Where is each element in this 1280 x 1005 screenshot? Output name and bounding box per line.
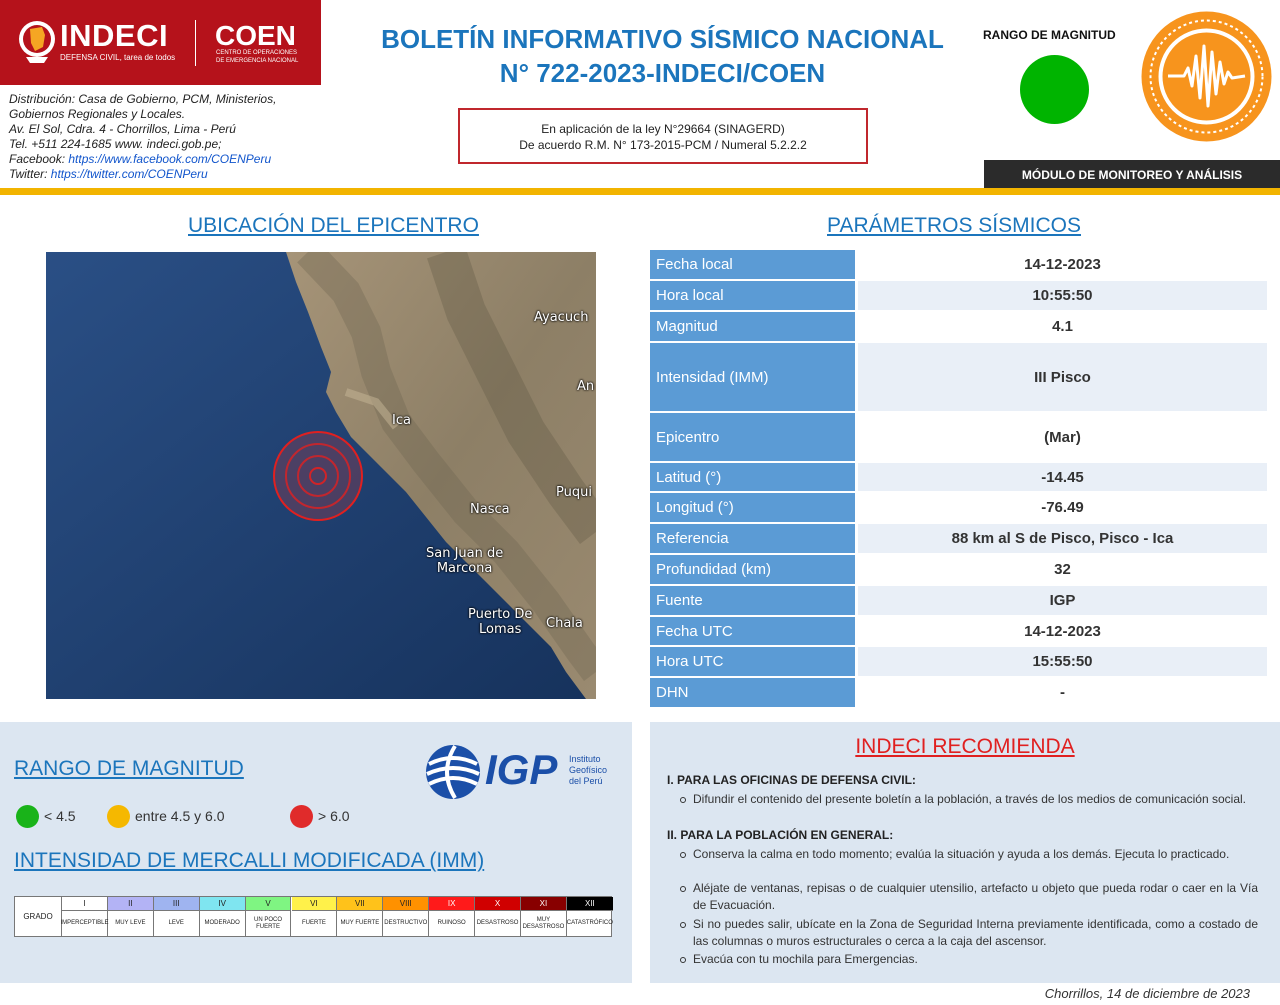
legend-dot-low xyxy=(16,805,39,828)
recommend-heading-population: II. PARA LA POBLACIÓN EN GENERAL: xyxy=(667,828,894,842)
param-label: Fecha local xyxy=(650,250,855,281)
recommend-item-4: Si no puedes salir, ubícate en la Zona de Seguridad Interna previamente identificada, como a costado de las columnas o muros estructurales o cerca a la caja del ascensor. xyxy=(693,917,1258,948)
param-row-magnitud xyxy=(650,312,1267,343)
param-label: Hora UTC xyxy=(650,647,855,678)
imm-level-desc: MUY DESASTROSO xyxy=(522,916,565,930)
param-row-longitud xyxy=(650,493,1267,524)
imm-level-number: XI xyxy=(521,897,566,911)
imm-grado-label: GRADO xyxy=(15,897,62,936)
param-value: 14-12-2023 xyxy=(858,250,1267,281)
param-label: Magnitud xyxy=(650,312,855,343)
coen-subtitle xyxy=(216,49,298,65)
param-label: Fuente xyxy=(650,586,855,617)
param-label: DHN xyxy=(650,678,855,709)
igp-line-2: Geofísico xyxy=(569,765,608,775)
recommend-title: INDECI RECOMIENDA xyxy=(855,735,1075,758)
recommend-item-2: Conserva la calma en todo momento; evalúa la situación y ayuda a los demás. Ejecuta lo practicado. xyxy=(693,847,1230,861)
imm-level-cell xyxy=(292,897,338,936)
imm-level-number: XII xyxy=(567,897,613,911)
imm-level-number: VIII xyxy=(383,897,428,911)
indeci-coen-logo xyxy=(0,0,321,85)
imm-level-number: I xyxy=(62,897,107,911)
map-label-ayacucho: Ayacuch xyxy=(534,310,589,325)
imm-level-number: VI xyxy=(292,897,337,911)
imm-level-number: IX xyxy=(429,897,474,911)
param-value: 14-12-2023 xyxy=(858,617,1267,647)
imm-level-number: III xyxy=(154,897,199,911)
param-value: 10:55:50 xyxy=(858,281,1267,312)
recommend-item-5: Evacúa con tu mochila para Emergencias. xyxy=(693,952,918,966)
recommend-heading-offices: I. PARA LAS OFICINAS DE DEFENSA CIVIL: xyxy=(667,773,916,787)
imm-level-cell xyxy=(567,897,613,936)
header-divider xyxy=(0,188,1280,195)
imm-level-cell xyxy=(383,897,429,936)
bullet-icon xyxy=(680,797,686,803)
coen-sub-line-2: DE EMERGENCIA NACIONAL xyxy=(216,58,299,64)
imm-level-desc: DESASTROSO xyxy=(476,920,519,926)
param-value: -14.45 xyxy=(858,463,1267,493)
param-row-profundidad xyxy=(650,555,1267,586)
bullet-icon xyxy=(680,886,686,892)
map-label-puquio: Puqui xyxy=(556,485,592,500)
imm-scale-table xyxy=(14,896,612,937)
param-label: Longitud (°) xyxy=(650,493,855,524)
imm-level-desc: FUERTE xyxy=(301,920,326,926)
title-line-2: N° 722-2023-INDECI/COEN xyxy=(499,58,826,88)
imm-level-number: II xyxy=(108,897,153,911)
seismograph-logo-icon xyxy=(1140,10,1273,143)
param-row-dhn xyxy=(650,678,1267,709)
law-line-2: De acuerdo R.M. N° 173-2015-PCM / Numeral 5.2.2.2 xyxy=(519,138,807,152)
imm-level-number: VII xyxy=(337,897,382,911)
param-label: Latitud (°) xyxy=(650,463,855,493)
epicenter-map[interactable] xyxy=(46,252,596,699)
seismic-params-title: PARÁMETROS SÍSMICOS xyxy=(827,214,1081,237)
coen-wordmark: COEN xyxy=(215,20,296,51)
igp-wordmark: IGP xyxy=(485,746,558,793)
magnitude-range-heading: RANGO DE MAGNITUD xyxy=(983,28,1116,42)
imm-level-desc: MODERADO xyxy=(204,920,240,926)
igp-subtitle xyxy=(569,754,607,787)
dist-line-2: Gobiernos Regionales y Locales. xyxy=(9,107,186,121)
imm-level-cell xyxy=(429,897,475,936)
facebook-label: Facebook: xyxy=(9,152,69,166)
map-label-nasca: Nasca xyxy=(470,502,510,517)
law-line-1: En aplicación de la ley N°29664 (SINAGERD) xyxy=(541,122,785,136)
igp-line-1: Instituto xyxy=(569,754,601,764)
imm-level-desc: MUY FUERTE xyxy=(340,920,380,926)
param-row-intensidad xyxy=(650,343,1267,413)
param-label: Epicentro xyxy=(650,413,855,463)
param-value: 15:55:50 xyxy=(858,647,1267,678)
param-value: -76.49 xyxy=(858,493,1267,524)
param-label: Profundidad (km) xyxy=(650,555,855,586)
legend-label-mid: entre 4.5 y 6.0 xyxy=(135,808,225,824)
param-value: (Mar) xyxy=(858,413,1267,463)
legend-label-high: > 6.0 xyxy=(318,808,350,824)
map-label-an: An xyxy=(577,379,595,394)
indeci-tagline: DEFENSA CIVIL, tarea de todos xyxy=(60,53,176,62)
legend-dot-mid xyxy=(107,805,130,828)
bulletin-title xyxy=(350,22,975,90)
indeci-wordmark: INDECI xyxy=(60,18,169,53)
imm-level-desc: CATASTRÓFICO xyxy=(566,920,613,926)
distribution-info xyxy=(9,92,321,182)
imm-level-desc: DESTRUCTIVO xyxy=(384,920,428,926)
dist-line-3: Av. El Sol, Cdra. 4 - Chorrillos, Lima - Perú xyxy=(9,122,236,136)
recommend-item-1: Difundir el contenido del presente boletín a la población, a través de los medios de comunicación social. xyxy=(693,792,1246,806)
imm-level-cell xyxy=(246,897,292,936)
logo-divider xyxy=(195,20,196,66)
param-value: 4.1 xyxy=(858,312,1267,343)
imm-level-desc: MUY LEVE xyxy=(115,920,146,926)
map-label-ica: Ica xyxy=(392,413,411,428)
param-row-epicentro xyxy=(650,413,1267,463)
legend-label-low: < 4.5 xyxy=(44,808,76,824)
bullet-icon xyxy=(680,852,686,858)
igp-line-3: del Perú xyxy=(569,776,603,786)
imm-level-cell xyxy=(62,897,108,936)
param-row-fuente xyxy=(650,586,1267,617)
param-row-fecha-local xyxy=(650,250,1267,281)
twitter-line xyxy=(9,167,321,182)
imm-level-desc: LEVE xyxy=(168,920,184,926)
facebook-line xyxy=(9,152,321,167)
param-row-latitud xyxy=(650,463,1267,493)
param-value: 88 km al S de Pisco, Pisco - Ica xyxy=(858,524,1267,555)
magnitude-indicator xyxy=(1020,55,1089,124)
imm-level-cell xyxy=(475,897,521,936)
magnitude-legend-title: RANGO DE MAGNITUD xyxy=(14,757,244,780)
bullet-icon xyxy=(680,957,686,963)
imm-level-desc: IMPERCEPTIBLE xyxy=(60,920,109,926)
param-value: IGP xyxy=(858,586,1267,617)
param-value: - xyxy=(858,678,1267,709)
imm-level-cell xyxy=(154,897,200,936)
twitter-label: Twitter: xyxy=(9,167,51,181)
imm-level-cell xyxy=(200,897,246,936)
facebook-link[interactable]: https://www.facebook.com/COENPeru xyxy=(68,152,272,166)
param-label: Hora local xyxy=(650,281,855,312)
imm-level-number: IV xyxy=(200,897,245,911)
indeci-emblem-icon xyxy=(18,17,56,67)
param-row-hora-utc xyxy=(650,647,1267,678)
igp-globe-icon xyxy=(425,744,481,800)
imm-title: INTENSIDAD DE MERCALLI MODIFICADA (IMM) xyxy=(14,849,485,872)
param-value: III Pisco xyxy=(858,343,1267,413)
imm-level-desc: UN POCO FUERTE xyxy=(254,916,283,930)
param-row-hora-local xyxy=(650,281,1267,312)
igp-logo xyxy=(425,744,615,800)
epicenter-title: UBICACIÓN DEL EPICENTRO xyxy=(188,214,479,237)
title-line-1: BOLETÍN INFORMATIVO SÍSMICO NACIONAL xyxy=(381,24,944,54)
bullet-icon xyxy=(680,922,686,928)
legend-dot-high xyxy=(290,805,313,828)
param-label: Referencia xyxy=(650,524,855,555)
imm-level-cell xyxy=(337,897,383,936)
param-row-fecha-utc xyxy=(650,617,1267,647)
param-label: Fecha UTC xyxy=(650,617,855,647)
dist-line-1: Distribución: Casa de Gobierno, PCM, Ministerios, xyxy=(9,92,277,106)
imm-level-desc: RUINOSO xyxy=(437,920,466,926)
param-label: Intensidad (IMM) xyxy=(650,343,855,413)
imm-level-cell xyxy=(521,897,567,936)
coen-sub-line-1: CENTRO DE OPERACIONES xyxy=(216,50,298,56)
map-label-chala: Chala xyxy=(546,616,583,631)
param-row-referencia xyxy=(650,524,1267,555)
monitoring-module-bar: MÓDULO DE MONITOREO Y ANÁLISIS xyxy=(984,160,1280,188)
footer-date: Chorrillos, 14 de diciembre de 2023 xyxy=(1044,986,1250,1001)
param-value: 32 xyxy=(858,555,1267,586)
twitter-link[interactable]: https://twitter.com/COENPeru xyxy=(50,167,208,181)
map-label-san-juan: San Juan de Marcona xyxy=(426,546,504,576)
dist-line-4: Tel. +511 224-1685 www. indeci.gob.pe; xyxy=(9,137,222,151)
imm-level-cell xyxy=(108,897,154,936)
imm-level-number: X xyxy=(475,897,520,911)
imm-level-number: V xyxy=(246,897,291,911)
recommend-item-3: Aléjate de ventanas, repisas o de cualquier utensilio, artefacto u objeto que pueda rodar o caer en la Vía de Evacuación. xyxy=(693,881,1258,912)
law-notice xyxy=(458,108,868,164)
map-label-puerto-lomas: Puerto De Lomas xyxy=(468,607,533,637)
